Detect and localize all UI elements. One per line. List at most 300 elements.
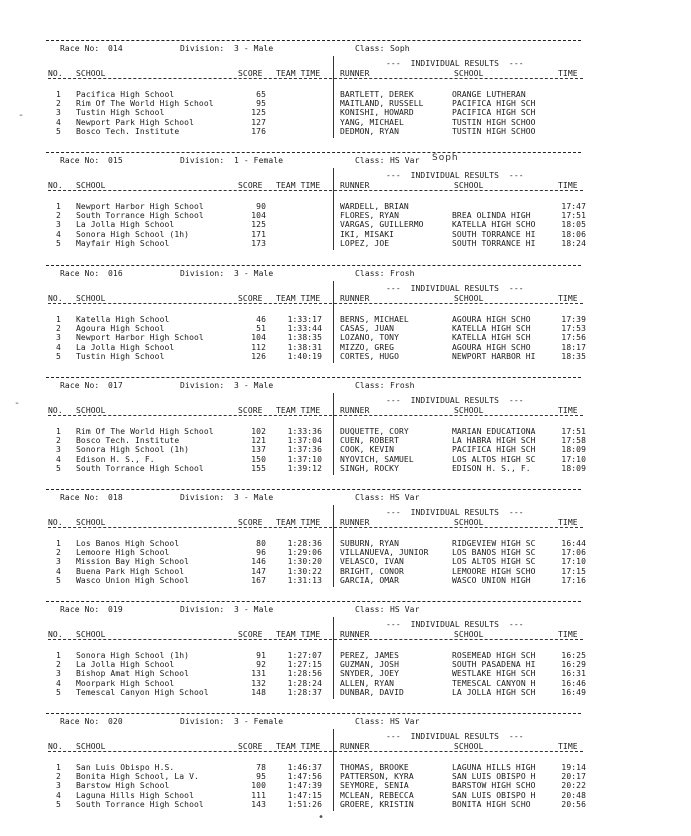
section-divider <box>46 265 581 266</box>
runner-school: LA HABRA HIGH SCH <box>452 436 536 446</box>
runner-school-header: SCHOOL <box>454 181 484 190</box>
division-value: 3 - Male <box>234 605 274 614</box>
runner-name: DUQUETTE, CORY <box>340 427 409 436</box>
runner-time: 17:16 <box>561 575 586 585</box>
runner-name: GARCIA, OMAR <box>340 575 399 585</box>
team-place: 2 <box>56 660 61 670</box>
runner-name: CUEN, ROBERT <box>340 436 399 446</box>
runner-school: BONITA HIGH SCHO <box>452 799 531 809</box>
runner-time: 17:39 <box>561 315 586 324</box>
team-place: 5 <box>56 351 61 361</box>
division-value: 3 - Male <box>234 381 274 390</box>
team-place: 1 <box>56 202 61 211</box>
runner-header: RUNNER <box>340 181 370 190</box>
team-time: 1:30:20 <box>287 557 322 567</box>
result-row <box>0 99 691 108</box>
result-row <box>0 567 691 576</box>
division-value: 3 - Male <box>234 44 274 53</box>
result-row <box>0 211 691 220</box>
time-header: TIME <box>558 69 578 78</box>
team-score: 146 <box>251 557 266 567</box>
team-school: Sonora High School (1h) <box>76 445 190 455</box>
runner-header: RUNNER <box>340 294 370 303</box>
runner-school-header: SCHOOL <box>454 406 484 415</box>
runner-name: KONISHI, HOWARD <box>340 108 414 118</box>
runner-time: 17:10 <box>561 557 586 567</box>
race-number-label: Race No: <box>60 44 100 53</box>
no-header: NO. <box>48 181 63 190</box>
result-row <box>0 108 691 117</box>
score-header: SCORE <box>238 181 263 190</box>
team-place: 1 <box>56 651 61 660</box>
runner-time: 16:31 <box>561 669 586 679</box>
race-block <box>0 377 691 489</box>
team-school: Bosco Tech. Institute <box>76 126 180 136</box>
score-header: SCORE <box>238 294 263 303</box>
runner-school: MARIAN EDUCATIONA <box>452 427 536 436</box>
runner-header: RUNNER <box>340 406 370 415</box>
race-number: 016 <box>108 269 123 278</box>
team-time: 1:28:24 <box>287 678 322 688</box>
result-row <box>0 90 691 99</box>
team-school: Newport Park High School <box>76 117 194 127</box>
runner-school: LOS ALTOS HIGH SC <box>452 557 536 567</box>
runner-name: SINGH, ROCKY <box>340 463 399 473</box>
runner-time: 16:29 <box>561 660 586 670</box>
team-school: South Torrance High School <box>76 211 204 221</box>
runner-name: PATTERSON, KYRA <box>340 772 414 782</box>
runner-name: NYOVICH, SAMUEL <box>340 454 414 464</box>
division-label: Division: <box>180 493 225 502</box>
class-value: Soph <box>390 44 410 53</box>
team-school: San Luis Obispo H.S. <box>76 763 175 772</box>
race-block <box>0 713 691 825</box>
team-place: 5 <box>56 687 61 697</box>
runner-school-header: SCHOOL <box>454 742 484 751</box>
team-score: 147 <box>251 566 266 576</box>
team-time-header: TEAM TIME <box>276 181 321 190</box>
runner-time: 17:56 <box>561 333 586 343</box>
team-school: Bonita High School, La V. <box>76 772 199 782</box>
individual-results-heading: --- INDIVIDUAL RESULTS --- <box>386 396 524 405</box>
team-score: 171 <box>251 229 266 239</box>
individual-results-heading: --- INDIVIDUAL RESULTS --- <box>386 620 524 629</box>
team-time: 1:39:12 <box>287 463 322 473</box>
class-label: Class: <box>355 156 385 165</box>
team-place: 4 <box>56 678 61 688</box>
runner-name: GROERE, KRISTIN <box>340 799 414 809</box>
section-divider <box>46 489 581 490</box>
no-header: NO. <box>48 69 63 78</box>
team-time-header: TEAM TIME <box>276 294 321 303</box>
runner-time: 19:14 <box>561 763 586 772</box>
runner-time: 17:53 <box>561 324 586 334</box>
runner-time: 16:46 <box>561 678 586 688</box>
race-number-label: Race No: <box>60 717 100 726</box>
team-time-header: TEAM TIME <box>276 69 321 78</box>
team-time: 1:47:39 <box>287 781 322 791</box>
team-place: 4 <box>56 566 61 576</box>
team-school: Wasco Union High School <box>76 575 190 585</box>
team-score: 95 <box>256 99 266 109</box>
team-score: 150 <box>251 454 266 464</box>
team-time-header: TEAM TIME <box>276 630 321 639</box>
result-row <box>0 660 691 669</box>
runner-school: BREA OLINDA HIGH <box>452 211 531 221</box>
race-block <box>0 152 691 264</box>
header-underline <box>48 639 583 640</box>
team-time: 1:33:36 <box>287 427 322 436</box>
no-header: NO. <box>48 406 63 415</box>
team-score: 78 <box>256 763 266 772</box>
result-row <box>0 539 691 548</box>
runner-header: RUNNER <box>340 742 370 751</box>
team-score: 92 <box>256 660 266 670</box>
school-header: SCHOOL <box>76 518 106 527</box>
runner-time: 18:06 <box>561 229 586 239</box>
race-number: 015 <box>108 156 123 165</box>
runner-school: KATELLA HIGH SCH <box>452 324 531 334</box>
team-score: 125 <box>251 220 266 230</box>
team-school: La Jolla High School <box>76 342 175 352</box>
race-number-label: Race No: <box>60 381 100 390</box>
race-number-label: Race No: <box>60 605 100 614</box>
section-divider <box>46 377 581 378</box>
team-place: 3 <box>56 445 61 455</box>
team-school: Mission Bay High School <box>76 557 190 567</box>
team-school: Newport Harbor High School <box>76 202 204 211</box>
runner-time: 20:56 <box>561 799 586 809</box>
result-row <box>0 118 691 127</box>
runner-time: 18:17 <box>561 342 586 352</box>
team-school: Sonora High School (1h) <box>76 651 190 660</box>
team-place: 2 <box>56 324 61 334</box>
page-footer-mark: • <box>318 812 325 823</box>
runner-school: SOUTH TORRANCE HI <box>452 238 536 248</box>
runner-school: TEMESCAL CANYON H <box>452 678 536 688</box>
runner-school: AGOURA HIGH SCHO <box>452 342 531 352</box>
runner-school: BARSTOW HIGH SCHO <box>452 781 536 791</box>
section-divider <box>46 152 581 153</box>
runner-time: 17:58 <box>561 436 586 446</box>
division-label: Division: <box>180 156 225 165</box>
runner-name: CORTES, HUGO <box>340 351 399 361</box>
runner-school: PACIFICA HIGH SCH <box>452 445 536 455</box>
team-time: 1:30:22 <box>287 566 322 576</box>
result-row <box>0 436 691 445</box>
race-block <box>0 265 691 377</box>
result-row <box>0 230 691 239</box>
team-school: Edison H. S., F. <box>76 454 155 464</box>
runner-school: AGOURA HIGH SCHO <box>452 315 531 324</box>
result-row <box>0 651 691 660</box>
team-place: 3 <box>56 781 61 791</box>
time-header: TIME <box>558 406 578 415</box>
result-row <box>0 455 691 464</box>
team-score: 111 <box>251 790 266 800</box>
team-school: Sonora High School (1h) <box>76 229 190 239</box>
score-header: SCORE <box>238 406 263 415</box>
school-header: SCHOOL <box>76 294 106 303</box>
team-score: 137 <box>251 445 266 455</box>
runner-time: 17:10 <box>561 454 586 464</box>
school-header: SCHOOL <box>76 406 106 415</box>
runner-name: THOMAS, BROOKE <box>340 763 409 772</box>
division-value: 3 - Male <box>234 493 274 502</box>
runner-time: 18:05 <box>561 220 586 230</box>
runner-time: 17:47 <box>561 202 586 211</box>
team-place: 3 <box>56 220 61 230</box>
runner-school: RIDGEVIEW HIGH SC <box>452 539 536 548</box>
runner-school: SOUTH PASADENA HI <box>452 660 536 670</box>
header-underline <box>48 78 583 79</box>
time-header: TIME <box>558 181 578 190</box>
runner-school: LOS BANOS HIGH SC <box>452 548 536 558</box>
runner-time: 18:09 <box>561 463 586 473</box>
score-header: SCORE <box>238 518 263 527</box>
runner-name: LOZANO, TONY <box>340 333 399 343</box>
result-row <box>0 688 691 697</box>
header-underline <box>48 303 583 304</box>
runner-time: 17:51 <box>561 211 586 221</box>
result-row <box>0 763 691 772</box>
team-place: 2 <box>56 772 61 782</box>
individual-results-heading: --- INDIVIDUAL RESULTS --- <box>386 59 524 68</box>
header-underline <box>48 190 583 191</box>
team-score: 112 <box>251 342 266 352</box>
result-row <box>0 220 691 229</box>
score-header: SCORE <box>238 630 263 639</box>
runner-time: 17:06 <box>561 548 586 558</box>
no-header: NO. <box>48 742 63 751</box>
division-label: Division: <box>180 381 225 390</box>
result-row <box>0 781 691 790</box>
class-value: HS Var <box>390 156 420 165</box>
runner-name: VELASCO, IVAN <box>340 557 404 567</box>
runner-name: MIZZO, GREG <box>340 342 395 352</box>
team-score: 132 <box>251 678 266 688</box>
team-place: 4 <box>56 229 61 239</box>
division-value: 3 - Male <box>234 269 274 278</box>
runner-time: 17:15 <box>561 566 586 576</box>
team-time: 1:33:44 <box>287 324 322 334</box>
runner-name: BRIGHT, CONOR <box>340 566 404 576</box>
team-score: 173 <box>251 238 266 248</box>
result-row <box>0 127 691 136</box>
runner-name: VILLANUEVA, JUNIOR <box>340 548 429 558</box>
team-place: 5 <box>56 238 61 248</box>
team-school: Temescal Canyon High School <box>76 687 209 697</box>
individual-results-heading: --- INDIVIDUAL RESULTS --- <box>386 171 524 180</box>
race-block <box>0 40 691 152</box>
score-header: SCORE <box>238 742 263 751</box>
runner-school: TUSTIN HIGH SCHOO <box>452 117 536 127</box>
team-school: Lemoore High School <box>76 548 170 558</box>
runner-name: GUZMAN, JOSH <box>340 660 399 670</box>
no-header: NO. <box>48 518 63 527</box>
team-score: 104 <box>251 211 266 221</box>
team-place: 2 <box>56 211 61 221</box>
team-score: 100 <box>251 781 266 791</box>
team-score: 167 <box>251 575 266 585</box>
school-header: SCHOOL <box>76 742 106 751</box>
runner-time: 16:25 <box>561 651 586 660</box>
team-time: 1:38:31 <box>287 342 322 352</box>
team-time: 1:47:15 <box>287 790 322 800</box>
race-number: 018 <box>108 493 123 502</box>
section-divider <box>46 713 581 714</box>
team-score: 127 <box>251 117 266 127</box>
runner-time: 20:22 <box>561 781 586 791</box>
team-school: Bishop Amat High School <box>76 669 190 679</box>
result-row <box>0 576 691 585</box>
team-score: 65 <box>256 90 266 99</box>
team-place: 4 <box>56 454 61 464</box>
team-time: 1:27:07 <box>287 651 322 660</box>
runner-name: DEDMON, RYAN <box>340 126 399 136</box>
team-place: 5 <box>56 799 61 809</box>
result-row <box>0 791 691 800</box>
runner-name: LOPEZ, JOE <box>340 238 390 248</box>
team-school: Newport Harbor High School <box>76 333 204 343</box>
result-row <box>0 343 691 352</box>
runner-header: RUNNER <box>340 630 370 639</box>
team-time: 1:37:10 <box>287 454 322 464</box>
header-underline <box>48 751 583 752</box>
team-score: 51 <box>256 324 266 334</box>
runner-school: TUSTIN HIGH SCHOO <box>452 126 536 136</box>
team-time-header: TEAM TIME <box>276 518 321 527</box>
result-row <box>0 202 691 211</box>
runner-time: 17:51 <box>561 427 586 436</box>
result-row <box>0 445 691 454</box>
team-time: 1:40:19 <box>287 351 322 361</box>
team-score: 121 <box>251 436 266 446</box>
individual-results-heading: --- INDIVIDUAL RESULTS --- <box>386 284 524 293</box>
runner-name: SEYMORE, SENIA <box>340 781 409 791</box>
team-score: 131 <box>251 669 266 679</box>
team-school: Los Banos High School <box>76 539 180 548</box>
runner-school: LAGUNA HILLS HIGH <box>452 763 536 772</box>
team-school: Mayfair High School <box>76 238 170 248</box>
runner-name: VARGAS, GUILLERMO <box>340 220 424 230</box>
race-number: 017 <box>108 381 123 390</box>
runner-name: IKI, MISAKI <box>340 229 395 239</box>
team-school: Buena Park High School <box>76 566 185 576</box>
runner-school-header: SCHOOL <box>454 69 484 78</box>
runner-header: RUNNER <box>340 69 370 78</box>
team-time: 1:37:36 <box>287 445 322 455</box>
result-row <box>0 548 691 557</box>
team-time: 1:38:35 <box>287 333 322 343</box>
division-label: Division: <box>180 605 225 614</box>
time-header: TIME <box>558 630 578 639</box>
runner-school: SAN LUIS OBISPO H <box>452 772 536 782</box>
no-header: NO. <box>48 294 63 303</box>
team-time: 1:51:26 <box>287 799 322 809</box>
runner-name: BARTLETT, DEREK <box>340 90 414 99</box>
team-school: Rim Of The World High School <box>76 99 214 109</box>
team-school: Katella High School <box>76 315 170 324</box>
runner-school: ROSEMEAD HIGH SCH <box>452 651 536 660</box>
class-value: Frosh <box>390 381 415 390</box>
team-school: South Torrance High School <box>76 463 204 473</box>
runner-time: 18:09 <box>561 445 586 455</box>
race-number: 019 <box>108 605 123 614</box>
division-label: Division: <box>180 44 225 53</box>
race-number: 020 <box>108 717 123 726</box>
team-school: South Torrance High School <box>76 799 204 809</box>
class-label: Class: <box>355 381 385 390</box>
class-label: Class: <box>355 605 385 614</box>
no-header: NO. <box>48 630 63 639</box>
team-score: 176 <box>251 126 266 136</box>
runner-name: FLORES, RYAN <box>340 211 399 221</box>
team-time: 1:29:06 <box>287 548 322 558</box>
team-score: 95 <box>256 772 266 782</box>
runner-name: PEREZ, JAMES <box>340 651 399 660</box>
team-school: La Jolla High School <box>76 660 175 670</box>
team-score: 90 <box>256 202 266 211</box>
runner-school: KATELLA HIGH SCH <box>452 333 531 343</box>
runner-school: ORANGE LUTHERAN <box>452 90 526 99</box>
result-row <box>0 557 691 566</box>
individual-results-heading: --- INDIVIDUAL RESULTS --- <box>386 508 524 517</box>
runner-name: CASAS, JUAN <box>340 324 395 334</box>
runner-name: YANG, MICHAEL <box>340 117 404 127</box>
time-header: TIME <box>558 518 578 527</box>
team-time: 1:47:56 <box>287 772 322 782</box>
team-time: 1:46:37 <box>287 763 322 772</box>
team-school: Tustin High School <box>76 108 165 118</box>
result-row <box>0 352 691 361</box>
result-row <box>0 679 691 688</box>
result-row <box>0 333 691 342</box>
team-place: 2 <box>56 99 61 109</box>
team-school: Moorpark High School <box>76 678 175 688</box>
race-number-label: Race No: <box>60 493 100 502</box>
team-score: 148 <box>251 687 266 697</box>
runner-school: PACIFICA HIGH SCH <box>452 108 536 118</box>
runner-name: SNYDER, JOEY <box>340 669 399 679</box>
section-divider <box>46 40 581 41</box>
runner-header: RUNNER <box>340 518 370 527</box>
runner-school: LA JOLLA HIGH SCH <box>452 687 536 697</box>
team-time-header: TEAM TIME <box>276 406 321 415</box>
team-score: 126 <box>251 351 266 361</box>
result-row <box>0 772 691 781</box>
team-place: 3 <box>56 669 61 679</box>
team-school: Pacifica High School <box>76 90 175 99</box>
result-row <box>0 315 691 324</box>
runner-school-header: SCHOOL <box>454 518 484 527</box>
team-score: 155 <box>251 463 266 473</box>
team-time: 1:31:13 <box>287 575 322 585</box>
team-time: 1:28:56 <box>287 669 322 679</box>
result-row <box>0 464 691 473</box>
runner-time: 18:24 <box>561 238 586 248</box>
race-block <box>0 601 691 713</box>
team-score: 102 <box>251 427 266 436</box>
runner-school: PACIFICA HIGH SCH <box>452 99 536 109</box>
team-score: 80 <box>256 539 266 548</box>
team-place: 1 <box>56 539 61 548</box>
team-place: 2 <box>56 436 61 446</box>
runner-name: MAITLAND, RUSSELL <box>340 99 424 109</box>
team-time: 1:33:17 <box>287 315 322 324</box>
team-place: 4 <box>56 342 61 352</box>
runner-school: SOUTH TORRANCE HI <box>452 229 536 239</box>
